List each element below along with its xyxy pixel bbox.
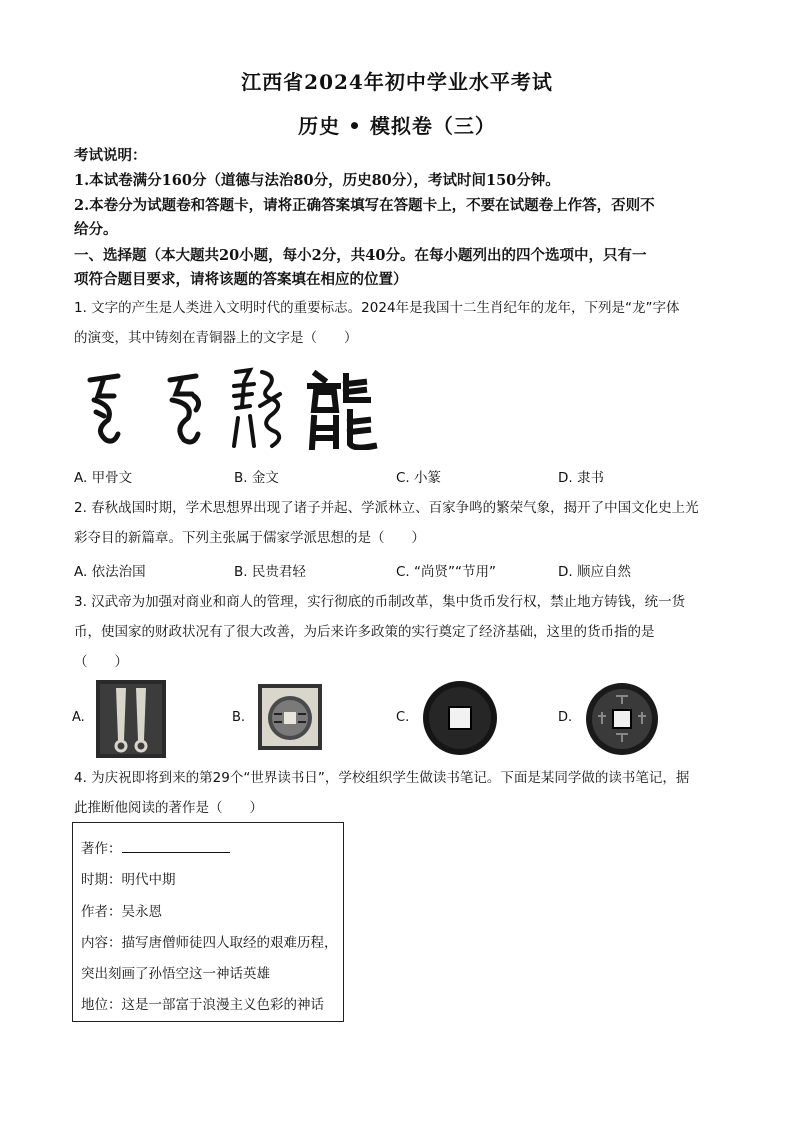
q3-option-c-label[interactable]: C. (396, 710, 410, 725)
note-work-blank[interactable] (122, 838, 230, 853)
note-work-text: 著作： (81, 841, 122, 857)
wuzhu-coin-image[interactable] (420, 680, 500, 756)
q2-option-c[interactable]: C. “尚贤”“节用” (396, 564, 496, 580)
instructions-heading: 考试说明： (74, 147, 147, 164)
q1-option-b[interactable]: B. 金文 (234, 470, 279, 486)
q2-stem-line1: 2. 春秋战国时期，学术思想界出现了诸子并起、学派林立、百家争鸣的繁荣气象，揭开了中国文化史上光 (74, 500, 699, 516)
note-author: 作者：吴永恩 (81, 904, 162, 920)
kaiyuan-tongbao-coin-image[interactable] (582, 682, 662, 756)
q1-option-d[interactable]: D. 隶书 (558, 470, 604, 486)
instruction-item-2-line2: 给分。 (74, 221, 118, 238)
q3-option-d-label[interactable]: D. (558, 710, 573, 725)
q3-option-a-label[interactable]: A. (72, 710, 85, 725)
q2-option-a[interactable]: A. 依法治国 (74, 564, 146, 580)
exam-title: 江西省2024年初中学业水平考试 (241, 70, 553, 94)
exam-subtitle: 历史 • 模拟卷（三） (298, 114, 496, 138)
q1-stem-line2: 的演变，其中铸刻在青铜器上的文字是（ ） (74, 330, 358, 346)
section1-heading-line2: 项符合题目要求，请将该题的答案填在相应的位置） (74, 271, 408, 288)
note-content-line1: 内容：描写唐僧师徒四人取经的艰难历程， (81, 935, 338, 951)
note-content-line2: 突出刻画了孙悟空这一神话英雄 (81, 966, 270, 982)
note-work-label (81, 837, 230, 857)
q4-stem-line2: 此推断他阅读的著作是（ ） (74, 800, 263, 816)
note-status: 地位：这是一部富于浪漫主义色彩的神话 (81, 997, 324, 1013)
section1-heading-line1: 一、选择题（本大题共20小题，每小2分，共40分。在每小题列出的四个选项中，只有一 (74, 247, 647, 264)
dragon-oracle-bone-glyph (90, 376, 118, 441)
ban-liang-coin-image[interactable] (258, 684, 322, 750)
dragon-bronze-glyph (170, 376, 199, 442)
q3-option-b-label[interactable]: B. (232, 710, 246, 725)
reading-note-box (72, 822, 344, 1022)
q2-option-d[interactable]: D. 顺应自然 (558, 564, 631, 580)
dragon-script-evolution-image (84, 366, 384, 450)
q4-stem-line1: 4. 为庆祝即将到来的第29个“世界读书日”，学校组织学生做读书笔记。下面是某同学做的读书笔记，据 (74, 770, 690, 786)
q1-option-a[interactable]: A. 甲骨文 (74, 470, 133, 486)
note-period: 时期：明代中期 (81, 872, 176, 888)
q3-stem-line1: 3. 汉武帝为加强对商业和商人的管理，实行彻底的币制改革，集中货币发行权，禁止地方铸钱，统一货 (74, 594, 686, 610)
q3-stem-line3: （ ） (74, 654, 128, 670)
dragon-seal-glyph (234, 370, 280, 446)
instruction-item-2-line1: 2.本卷分为试题卷和答题卡，请将正确答案填写在答题卡上，不要在试题卷上作答，否则不 (74, 197, 655, 214)
q3-stem-line2: 币，使国家的财政状况有了很大改善，为后来许多政策的实行奠定了经济基础，这里的货币指的是 (74, 624, 655, 640)
q2-stem-line2: 彩夺目的新篇章。下列主张属于儒家学派思想的是（ ） (74, 530, 425, 546)
instruction-item-1: 1.本试卷满分160分（道德与法治80分，历史80分），考试时间150分钟。 (74, 172, 560, 189)
q1-option-c[interactable]: C. 小篆 (396, 470, 442, 486)
q2-option-b[interactable]: B. 民贵君轻 (234, 564, 306, 580)
knife-money-image[interactable] (96, 680, 166, 758)
q1-stem-line1: 1. 文字的产生是人类进入文明时代的重要标志。2024年是我国十二生肖纪年的龙年，下列是“龙”字体 (74, 300, 680, 316)
dragon-clerical-glyph (310, 374, 374, 448)
